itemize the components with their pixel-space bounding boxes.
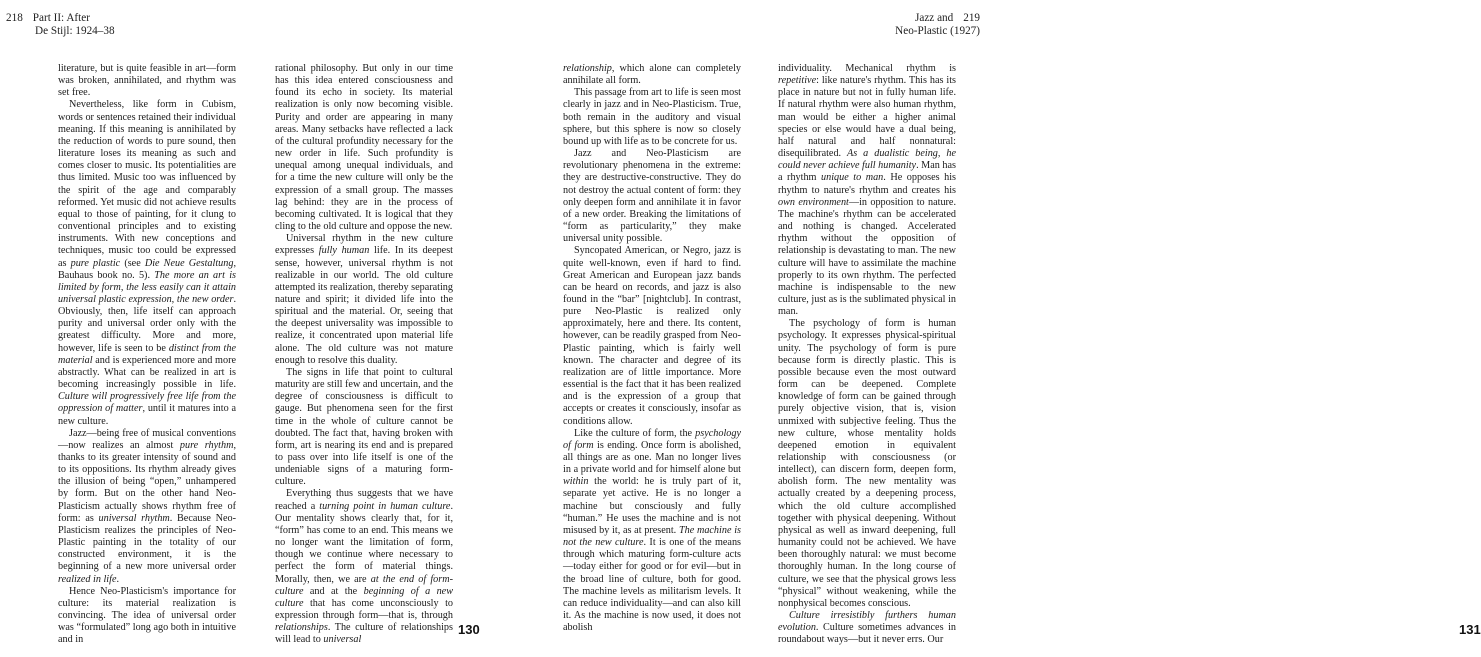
folio-left: 130 (458, 622, 480, 637)
running-head-line1: Jazz and (915, 12, 954, 24)
paragraph: The psychology of form is human psychology. It expresses physical-spiritual unity. The psychology of form is pure because form is directly plastic. This is possible because even the most outward form can be deepened. Complete knowledge of form can be gained through purely objective vision, that is, vision unmixed with subjective feeling. Thus the new culture, whose mentality holds deepened emotion in equivalent relationship with consciousness (or intellect), can discern form, deepen form, abolish form. The new mentality was actually created by a deepening process, which the old culture accomplished together with physical deepening. Without physical as well as inward deepening, full humanity could not be achieved. We have been thoroughly natural: we must become thoroughly human. In the long course of culture, we see that the physical grows less “physical” without weakening, while the nonphysical becomes conscious. (778, 318, 956, 609)
paragraph: The signs in life that point to cultural maturity are still few and uncertain, and the degree of consciousness is difficult to gauge. But phenomena seen for the first time in the whole of culture cannot be doubted. The fact that, having broken with form, art is nearing its end and is prepared to pass over into life itself is one of the undeniable signs of a maturing form-culture. (275, 366, 453, 488)
folio-right: 131 (1459, 622, 1481, 637)
paragraph: Syncopated American, or Negro, jazz is quite well-known, even if hard to find. Great American and European jazz bands can be heard on records, and jazz is also found in the “bar” [nightclub]. In contrast, pure Neo-Plastic is realized only approximately, here and there. Its content, however, can be readily grasped from Neo-Plastic painting, which is fairly well known. The character and degree of its realization are of little importance. More essential is the fact that it has been realized and is the expression of a group that accepts or creates it consciously, insofar as conditions allow. (563, 245, 741, 427)
paragraph: literature, but is quite feasible in art—form was broken, annihilated, and rhythm was set free. (58, 63, 236, 99)
paragraph: Culture irresistibly furthers human evolution. Culture sometimes advances in roundabout ways—but it never errs. Our (778, 610, 956, 646)
paragraph: This passage from art to life is seen most clearly in jazz and in Neo-Plasticism. True, both remain in the auditory and visual sphere, but this sphere is now so closely bound up with life as to be concrete for us. (563, 87, 741, 147)
paragraph: individuality. Mechanical rhythm is repetitive: like nature's rhythm. This has its place in nature but not in fully human life. If natural rhythm were also human rhythm, man would be either a higher animal species or else would have a dual being, half natural and half nonnatural: disequilibrated. As a dualistic being, he could never achieve full humanity. Man has a rhythm unique to man. He opposes his rhythm to nature's rhythm and creates his own environment—in opposition to nature. The machine's rhythm can be accelerated and nothing is changed. Accelerated rhythm without the opposition of relationship is devastating to man. The new culture will have to assimilate the machine properly to its own rhythm. The perfected machine is indispensable to the new culture, just as is the sublimated physical in man. (778, 63, 957, 318)
paragraph: Universal rhythm in the new culture expresses fully human life. In its deepest sense, however, universal rhythm is not realizable in our world. The old culture attempted its realization, thereby separating nature and spirit; it divided life into the spiritual and the material. Or, seeing that the deepest universality was impossible to realize, it concentrated upon material life alone. The old culture was not mature enough to resolve this duality. (275, 233, 453, 366)
paragraph: Everything thus suggests that we have reached a turning point in human culture. Our mentality shows clearly that, for it, “form” has come to an end. This means we no longer want the limitation of form, though we continue where necessary to perfect the form of material things. Morally, then, we are at the end of form-culture and at the beginning of a new culture that has come unconsciously to expression through form—that is, through relationships. The culture of relationships will lead to universal (275, 488, 453, 646)
page-number: 218 (6, 12, 23, 24)
page-number: 219 (963, 12, 980, 24)
running-head-line2: Neo-Plastic (1927) (895, 24, 980, 37)
paragraph: Like the culture of form, the psychology of form is ending. Once form is abolished, all things are as one. Man no longer lives in a private world and for himself alone but within the world: he is truly part of it, separate yet active. He is no longer a machine but consciously and fully “human.” He uses the machine and is not misused by it, as at present. The machine is not the new culture. It is one of the means through which maturing form-culture acts—today either for good or for evil—but in the broad line of culture, both for good. The machine levels as militarism levels. It can reduce individuality—and can also kill it. As the machine is now used, it does not abolish (563, 427, 742, 634)
paragraph: Jazz and Neo-Plasticism are revolutionary phenomena in the extreme: they are destructive-constructive. They do not destroy the actual content of form: they only deepen form and annihilate it in favor of a new order. Breaking the limitations of “form as particularity,” they make universal unity possible. (563, 148, 741, 245)
paragraph: Nevertheless, like form in Cubism, words or sentences retained their individual meaning. If this meaning is annihilated by the reduction of words to pure sound, then literature loses its meaning as such and comes closer to music. Its potentialities are thus limited. Music too was influenced by the spirit of the age and comparably reformed. Yet music did not achieve results equal to those of painting, for it clung to conventional principles and to existing instruments. With new conceptions and techniques, music too could be expressed as pure plastic (see Die Neue Gestaltung, Bauhaus book no. 5). The more an art is limited by form, the less easily can it attain universal plastic expression, the new order. Obviously, then, life itself can approach purity and universal order only with the greatest difficulty. More and more, however, life is seen to be distinct from the material and is experienced more and more abstractly. What can be realized in art is becoming increasingly possible in life. Culture will progressively free life from the oppression of matter, until it matures into a new culture. (58, 99, 237, 427)
text-column-4 (778, 63, 956, 647)
running-head-line1: Part II: After (32, 12, 90, 24)
running-head-left (6, 12, 115, 37)
running-head-line2: De Stijl: 1924–38 (35, 24, 115, 37)
running-head-right (895, 12, 980, 37)
paragraph: Hence Neo-Plasticism's importance for culture: its material realization is convincing. The idea of universal order was “formulated” long ago both in intuitive and in (58, 585, 236, 646)
paragraph: rational philosophy. But only in our time has this idea entered consciousness and found its echo in society. Its material realization is only now becoming visible. Purity and order are appearing in many areas. Many setbacks have reflected a lack of the cultural profundity necessary for the new order in life. Such profundity is unequal among unequal individuals, and for a time the new culture will only be the expression of a small group. The masses lag behind: they are in the process of becoming cultivated. It is logical that they cling to the old culture and oppose the new. (275, 63, 453, 233)
text-column-3 (563, 63, 741, 634)
paragraph: relationship, which alone can completely annihilate all form. (563, 63, 741, 87)
paragraph: Jazz—being free of musical conventions—now realizes an almost pure rhythm, thanks to its greater intensity of sound and to its oppositions. Its rhythm already gives the illusion of being “open,” unhampered by form. But on the other hand Neo-Plasticism actually shows rhythm free of form: as universal rhythm. Because Neo-Plasticism realizes the principles of Neo-Plastic painting in the totality of our constructed environment, it is the beginning of a new more universal order realized in life. (58, 427, 237, 585)
text-column-1 (58, 63, 236, 647)
text-column-2 (275, 63, 453, 647)
